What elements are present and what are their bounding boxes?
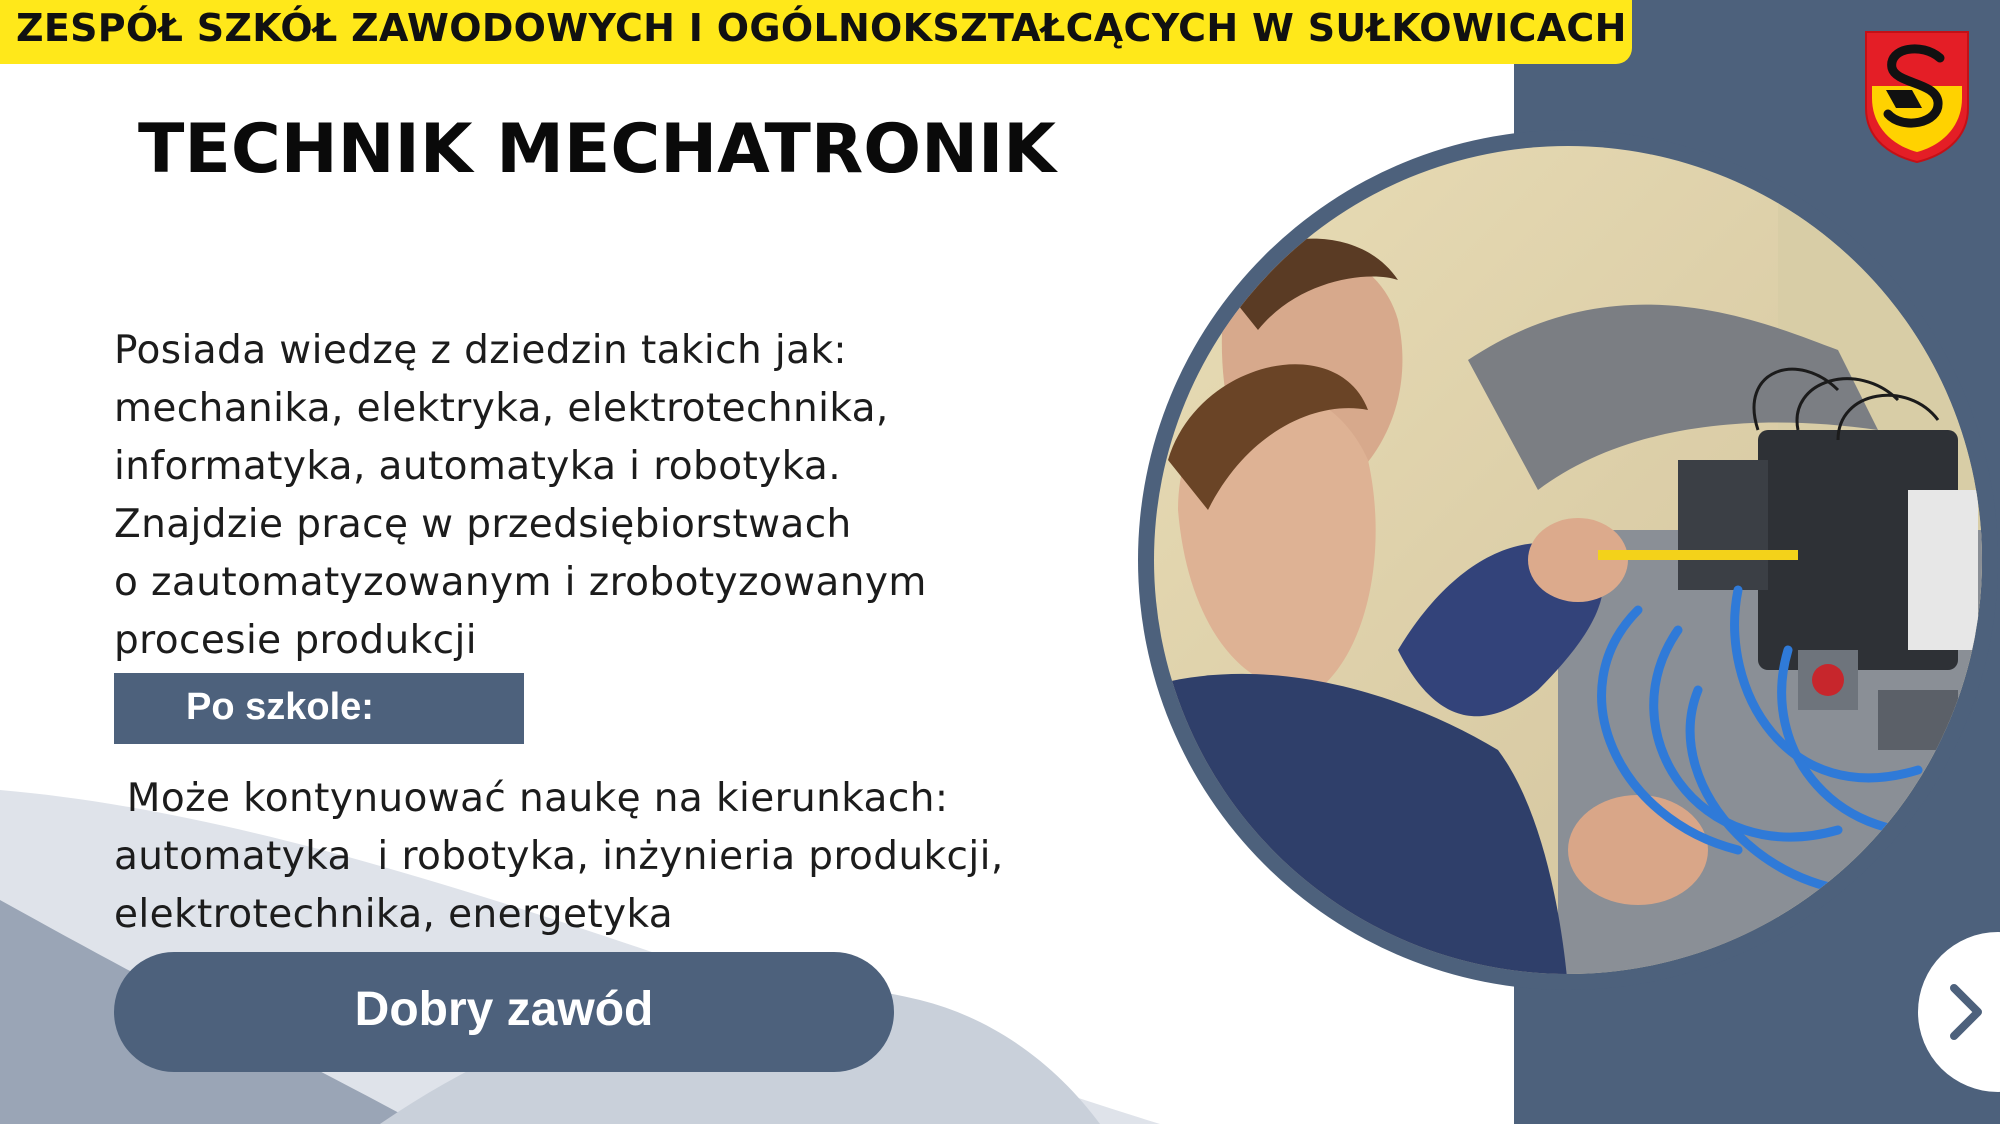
after-school-label: Po szkole: (186, 686, 374, 728)
page-title: TECHNIK MECHATRONIK (138, 110, 1056, 189)
tagline-pill (114, 952, 894, 1072)
description-text (114, 322, 927, 670)
studies-line: automatyka i robotyka, inżynieria produkcji, (114, 834, 1004, 879)
chevron-right-icon (1946, 982, 1986, 1042)
description-line: Znajdzie pracę w przedsiębiorstwach (114, 502, 852, 547)
school-name: ZESPÓŁ SZKÓŁ ZAWODOWYCH I OGÓLNOKSZTAŁCĄCYCH W SUŁKOWICACH (16, 6, 1627, 50)
further-studies-text (114, 770, 1004, 944)
description-line: mechanika, elektryka, elektrotechnika, (114, 386, 889, 431)
school-crest-icon (1862, 28, 1972, 166)
students-wiring-photo (1138, 130, 1998, 990)
tagline-text: Dobry zawód (354, 983, 654, 1036)
description-line: informatyka, automatyka i robotyka. (114, 444, 842, 489)
description-line: procesie produkcji (114, 618, 477, 663)
studies-line: elektrotechnika, energetyka (114, 892, 674, 937)
studies-line: Może kontynuować naukę na kierunkach: (114, 776, 949, 821)
after-school-label-box (114, 673, 524, 744)
description-line: o zautomatyzowanym i zrobotyzowanym (114, 560, 927, 605)
description-line: Posiada wiedzę z dziedzin takich jak: (114, 328, 847, 373)
school-name-banner (0, 0, 1632, 64)
